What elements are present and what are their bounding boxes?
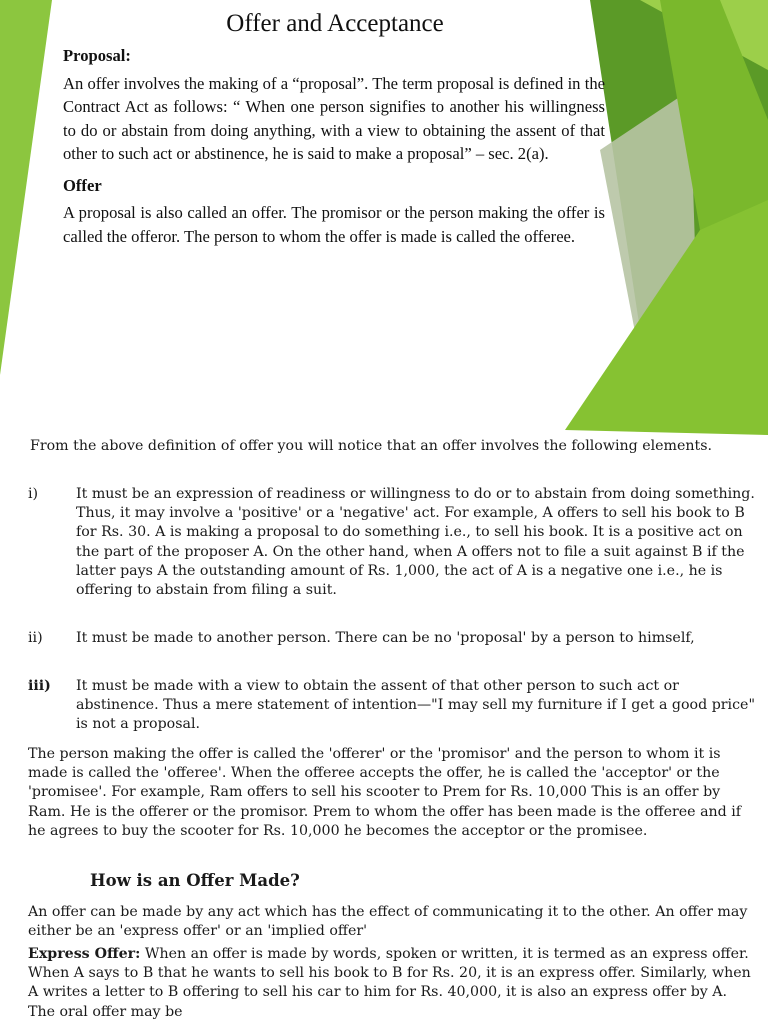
list-item-number: ii) bbox=[28, 630, 43, 646]
intro-paragraph: From the above definition of offer you will notice that an offer involves the following elements. bbox=[30, 438, 713, 454]
made-paragraph: An offer can be made by any act which has the effect of communicating it to the other. An offer may either be an 'express offer' or an 'implied offer' bbox=[28, 904, 748, 940]
slide-panel bbox=[0, 0, 768, 435]
left-green-triangle bbox=[0, 0, 52, 375]
scanned-page bbox=[0, 435, 768, 1024]
section-heading: How is an Offer Made? bbox=[90, 871, 300, 890]
list-item-text: It must be an expression of readiness or willingness to do or to abstain from doing something. Thus, it may involve a 'positive' or a 'negative' act. For example, A offers to sell his book to B for Rs. 30. A is making a proposal to do something i.e., to sell his book. It is a positive act on the part of the proposer A. On the other hand, when A offers not to file a suit against B if the latter pays A the outstanding amount of Rs. 1,000, the act of A is a negative one i.e., he is offering to abstain from filing a suit. bbox=[76, 486, 755, 599]
slide-title: Offer and Acceptance bbox=[226, 10, 444, 37]
list-item-number: iii) bbox=[28, 678, 51, 694]
offer-heading: Offer bbox=[63, 175, 102, 195]
express-label: Express Offer: bbox=[28, 946, 141, 962]
proposal-text: An offer involves the making of a “proposal”. The term proposal is defined in the Contract Act as follows: “ When one person signifies to another his willingness to do or abstain from doing anything, with a view to obtaining the assent of that other to such act or abstinence, he is said to make a proposal” – sec. 2(a). bbox=[63, 73, 605, 163]
person-paragraph: The person making the offer is called the 'offerer' or the 'promisor' and the person to whom it is made is called the 'offeree'. When the offeree accepts the offer, he is called the 'acceptor' or the 'promisee'. For example, Ram offers to sell his scooter to Prem for Rs. 10,000 This is an offer by Ram. He is the offerer or the promisor. Prem to whom the offer has been made is the offeree and if he agrees to buy the scooter for Rs. 10,000 he becomes the acceptor or the promisee. bbox=[28, 746, 742, 839]
express-text: When an offer is made by words, spoken or written, it is termed as an express offer. When A says to B that he wants to sell his book to B for Rs. 20, it is an express offer. Similarly, when A writes a letter to B offering to sell his car to him for Rs. 40,000, it is also an express offer by A. The oral offer may be bbox=[28, 946, 751, 1020]
offer-text: A proposal is also called an offer. The promisor or the person making the offer is called the offeror. The person to whom the offer is made is called the offeree. bbox=[63, 203, 605, 246]
proposal-heading: Proposal: bbox=[63, 46, 131, 65]
slide-body bbox=[63, 44, 605, 256]
express-paragraph bbox=[28, 945, 758, 1022]
list-item-text: It must be made with a view to obtain the assent of that other person to such act or abstinence. Thus a mere statement of intention—"I may sell my furniture if I get a good price" is not a proposal. bbox=[76, 678, 755, 733]
list-item-text: It must be made to another person. There can be no 'proposal' by a person to himself, bbox=[76, 630, 695, 646]
list-item-number: i) bbox=[28, 486, 39, 502]
